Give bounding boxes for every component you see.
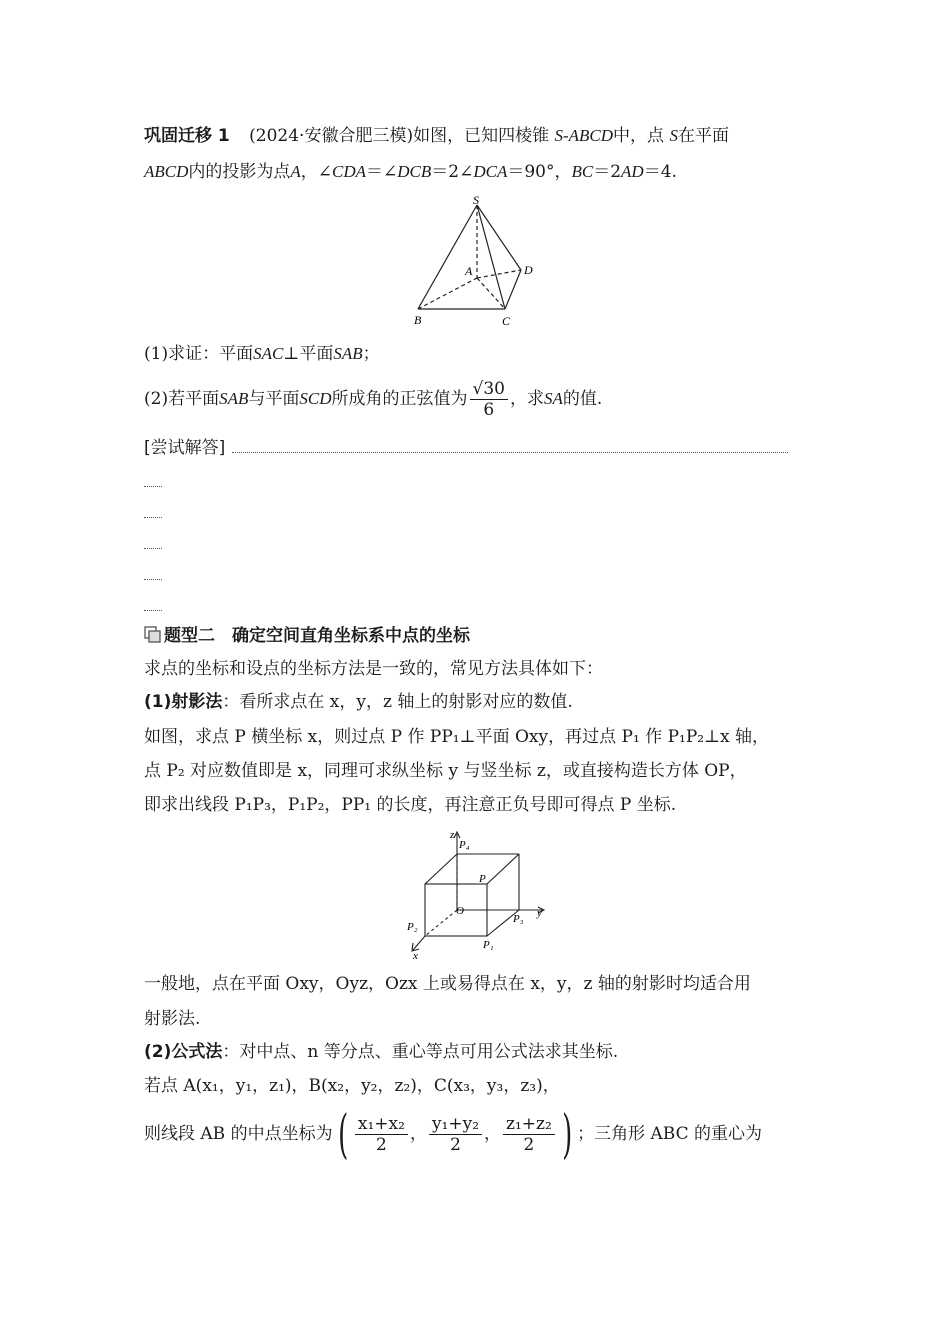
exercise-text: ，∠ — [300, 162, 333, 182]
fraction-numerator: z₁+z₂ — [503, 1114, 555, 1135]
exercise-text: ＝4. — [643, 162, 677, 182]
paragraph-line: 射影法. — [144, 1009, 201, 1029]
method-1-title: (1)射影法 — [144, 692, 223, 712]
label-c: C — [502, 314, 511, 328]
method-2 — [144, 1040, 618, 1064]
paragraph-line: 如图，求点 P 横坐标 x，则过点 P 作 PP₁⊥平面 Oxy，再过点 P₁ 作 P₁P₂⊥x 轴， — [144, 727, 770, 747]
label-s: S — [473, 193, 479, 207]
midpoint-formula-line: 则线段 AB 的中点坐标为( $\frac{\text{x₁+x₂}}{2}$ ， $\frac{\text{y₁+y₂}}{2}$ ， $\frac{\text{z₁+z₂}}{2}$ ) ；三角形 ABC 的重心为 — [144, 1104, 763, 1165]
q2-text: ，求 — [509, 389, 544, 409]
axis-z-label: z — [450, 829, 455, 841]
q2-text: 所成角的正弦值为 — [331, 389, 468, 409]
point-s: S — [669, 126, 678, 145]
q1-text: ⊥平面 — [283, 344, 334, 364]
paragraph-text: ；三角形 ABC 的重心为 — [577, 1124, 763, 1144]
answer-tag: [尝试解答] — [144, 438, 226, 458]
segment-bc: BC — [571, 162, 594, 181]
point-a: A — [290, 162, 301, 181]
q2-text: 与平面 — [248, 389, 300, 409]
answer-line[interactable] — [144, 516, 162, 518]
exercise-line-1 — [144, 124, 729, 148]
point-p1-label: P₁ — [483, 939, 494, 951]
exercise-text: ＝2∠ — [431, 162, 474, 182]
method-1-text: ：看所求点在 x，y，z 轴上的射影对应的数值. — [222, 692, 573, 712]
exercise-source: (2024·安徽合肥三模) — [249, 126, 414, 146]
segment-sa: SA — [543, 389, 563, 408]
section-heading — [144, 624, 470, 648]
plane-sac: SAC — [253, 344, 284, 363]
answer-line[interactable] — [144, 609, 162, 611]
point-p-label: P — [479, 873, 486, 885]
point-p3-label: P₃ — [513, 913, 524, 925]
fraction-denominator: 2 — [375, 1135, 387, 1155]
midpoint-y-fraction — [429, 1114, 482, 1155]
box-figure — [395, 826, 555, 960]
right-paren: ) — [561, 1104, 573, 1165]
exercise-text: 如图，已知四棱锥 — [413, 126, 550, 146]
paragraph-text: 则线段 AB 的中点坐标为 — [144, 1124, 333, 1144]
exercise-label: 巩固迁移 1 — [144, 126, 230, 146]
q2-text: 的值. — [562, 389, 603, 409]
label-a: A — [465, 264, 473, 278]
paragraph-line: 点 P₂ 对应数值即是 x，同理可求纵坐标 y 与竖坐标 z，或直接构造长方体 OP， — [144, 761, 747, 781]
axis-y-label: y — [537, 907, 542, 919]
midpoint-z-fraction — [503, 1114, 555, 1155]
section-intro: 求点的坐标和设点的坐标方法是一致的，常见方法具体如下： — [144, 659, 603, 679]
plane-abcd: ABCD — [144, 162, 189, 181]
q2-text: (2)若平面 — [144, 389, 220, 409]
plane-sab: SAB — [333, 344, 363, 363]
plane-sab: SAB — [219, 389, 249, 408]
exercise-text: ＝2 — [593, 162, 622, 182]
sine-fraction — [470, 379, 508, 420]
fraction-denominator: 2 — [450, 1135, 461, 1155]
fraction-numerator: y₁+y₂ — [429, 1114, 482, 1135]
paragraph-line: 若点 A(x₁，y₁，z₁)，B(x₂，y₂，z₂)，C(x₃，y₃，z₃)， — [144, 1076, 560, 1096]
exercise-text: 内的投影为点 — [188, 162, 291, 182]
midpoint-x-fraction — [355, 1114, 408, 1155]
point-p4-label: P₄ — [459, 839, 470, 851]
section-title: 题型二 确定空间直角坐标系中点的坐标 — [164, 626, 470, 646]
method-1 — [144, 690, 573, 714]
angle-dcb: DCB — [397, 162, 432, 181]
section-icon — [144, 626, 162, 644]
answer-line[interactable] — [144, 547, 162, 549]
question-2 — [144, 376, 602, 422]
exercise-text: ＝90°， — [507, 162, 572, 182]
exercise-text: 在平面 — [677, 126, 729, 146]
method-2-text: ：对中点、n 等分点、重心等点可用公式法求其坐标. — [222, 1042, 619, 1062]
label-d: D — [524, 263, 533, 277]
paragraph-line: 即求出线段 P₁P₃，P₁P₂，PP₁ 的长度，再注意正负号即可得点 P 坐标. — [144, 795, 677, 815]
origin-label: O — [456, 905, 464, 917]
fraction-numerator: x₁+x₂ — [355, 1114, 408, 1135]
fraction-denominator: 2 — [523, 1135, 535, 1155]
left-paren: ( — [337, 1104, 348, 1165]
paragraph-line: 一般地，点在平面 Oxy，Oyz，Ozx 上或易得点在 x，y，z 轴的射影时均适合用 — [144, 974, 751, 994]
answer-line[interactable] — [144, 485, 162, 487]
exercise-line-2 — [144, 160, 677, 184]
q1-text: ； — [362, 344, 380, 364]
fraction-numerator: √30 — [470, 379, 508, 400]
answer-line[interactable] — [144, 578, 162, 580]
axis-x-label: x — [413, 950, 418, 960]
question-1 — [144, 342, 380, 366]
plane-scd: SCD — [299, 389, 332, 408]
method-2-title: (2)公式法 — [144, 1042, 223, 1062]
fraction-denominator: 6 — [483, 400, 495, 420]
exercise-text: 中，点 — [613, 126, 665, 146]
angle-dca: DCA — [473, 162, 508, 181]
pyramid-figure — [405, 192, 545, 332]
label-b: B — [414, 313, 422, 327]
exercise-text: ＝∠ — [366, 162, 398, 182]
pyramid-name: S-ABCD — [554, 126, 614, 145]
segment-ad: AD — [621, 162, 644, 181]
angle-cda: CDA — [332, 162, 367, 181]
q1-text: (1)求证：平面 — [144, 344, 254, 364]
point-p2-label: P₂ — [407, 921, 418, 933]
answer-rule — [232, 452, 788, 453]
